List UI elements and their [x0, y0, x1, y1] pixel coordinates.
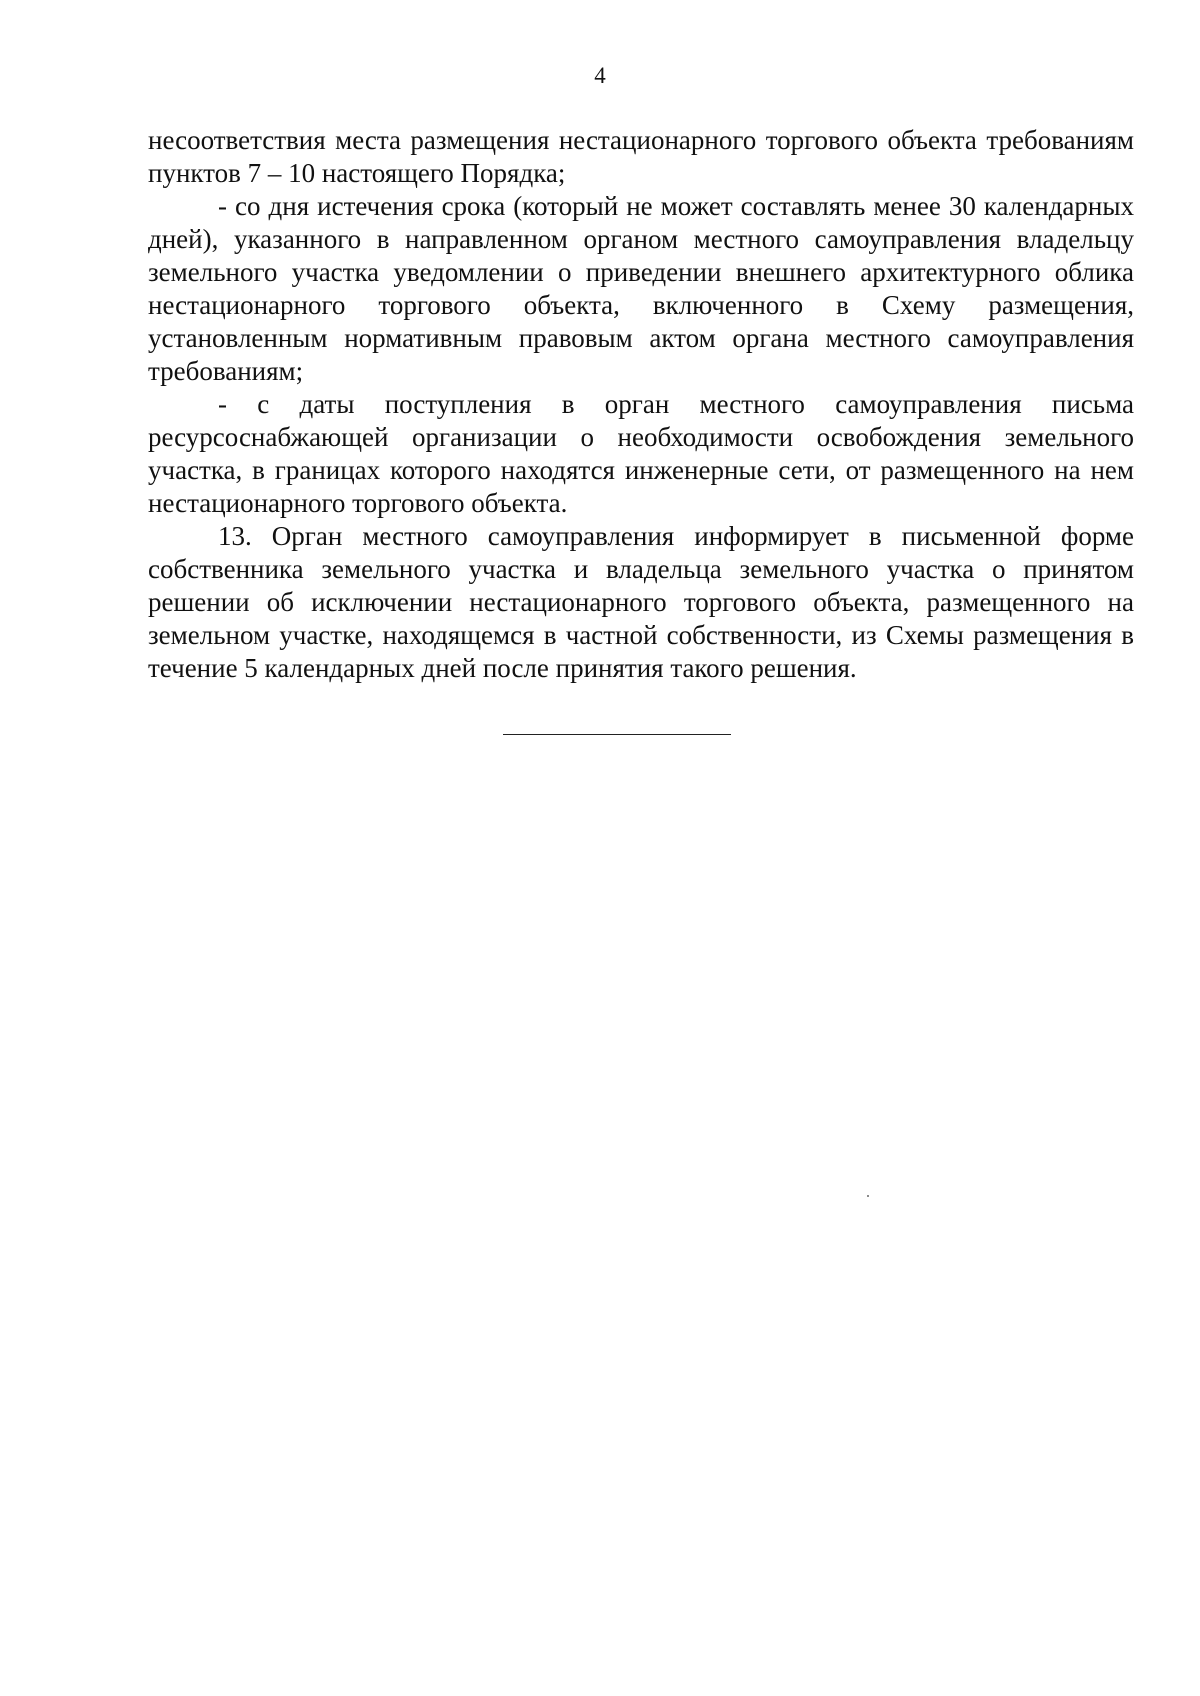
paragraph-13: 13. Орган местного самоуправления информирует в письменной форме собственника земельного участка и владельца земельного участка о принятом решении об исключении нестационарного торгового объекта, размещенного на земельном участке, находящемся в частной собственности, из Схемы размещения в течение 5 календарных дней после принятия такого решения.: [148, 521, 1134, 683]
scan-speck: [867, 1195, 869, 1197]
list-item-utility-letter: - с даты поступления в орган местного самоуправления письма ресурсоснабжающей организации о необходимости освобождения земельного участка, в границах которого находятся инженерные сети, от размещенного на нем нестационарного торгового объекта.: [148, 389, 1134, 518]
end-divider: [503, 734, 731, 735]
paragraph-continuation: несоответствия места размещения нестационарного торгового объекта требованиям пунктов 7 – 10 настоящего Порядка;: [148, 125, 1134, 188]
document-body: [148, 124, 1134, 685]
page-number: 4: [594, 63, 606, 88]
list-item-deadline-expiry: - со дня истечения срока (который не может составлять менее 30 календарных дней), указанного в направленном органом местного самоуправления владельцу земельного участка уведомлении о приведении внешнего архитектурного облика нестационарного торгового объекта, включенного в Схему размещения, установленным нормативным правовым актом органа местного самоуправления требованиям;: [148, 191, 1134, 386]
